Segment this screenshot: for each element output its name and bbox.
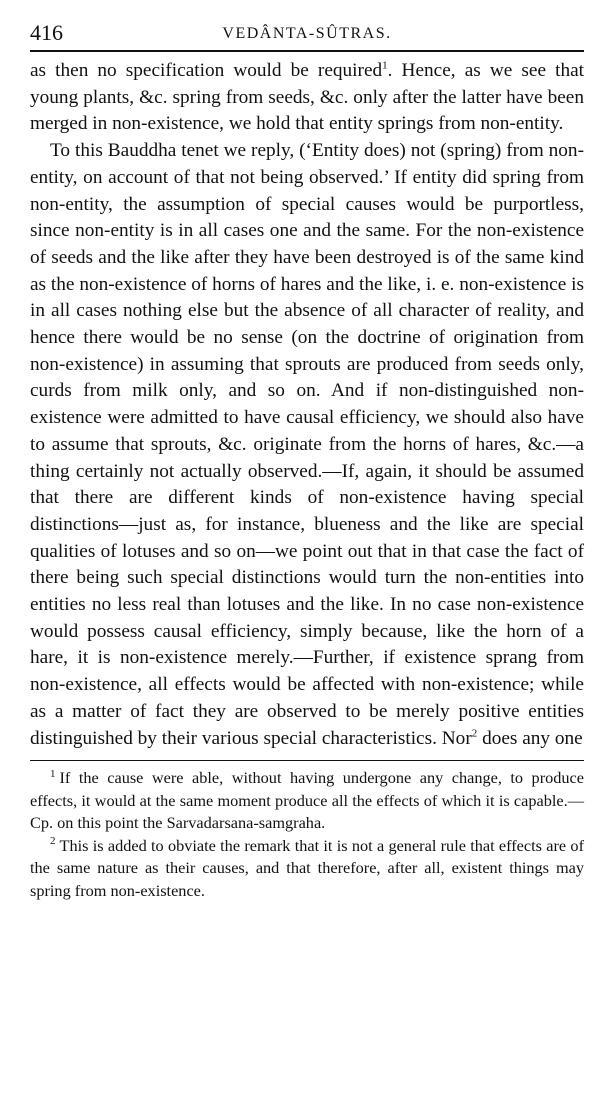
body-text [30, 58, 584, 752]
footnote-2-text: This is added to obviate the remark that it is not a general rule that effects are of the same nature as their causes, and that therefore, after all, existent things may spring from non-existence. [30, 835, 584, 900]
footnote-1-text: If the cause were able, without having undergone any change, to produce effects, it would at the same moment produce all the effects of which it is capable.—Cp. on this point the Sarvadarsana-samgraha. [30, 768, 584, 833]
running-header [30, 20, 584, 52]
footnote-2 [30, 835, 584, 903]
paragraph-1 [30, 58, 584, 138]
paragraph-2 [30, 138, 584, 752]
footnote-ref-2: 2 [471, 727, 478, 740]
running-title: VEDÂNTA-SÛTRAS. [222, 25, 392, 42]
footnote-1 [30, 767, 584, 835]
page-number: 416 [30, 20, 63, 45]
paragraph-1-text-start: as then no specification would be required [30, 60, 383, 81]
paragraph-2-text-start: To this Bauddha tenet we reply, (‘Entity does) not (spring) from non-entity, on account of that not being observed.’ If entity did spring from non-entity, the assumption of special causes would be purportless, since non-entity is in all cases one and the same. For the non-existence of seeds and the like after they have been destroyed is of the same kind as the non-existence of horns of hares and the like, i. e. non-existence is in all cases nothing else but the absence of all character of reality, and hence there would be no sense (on the doctrine of origination from non-existence) in assuming that sprouts are produced from seeds only, curds from milk only, and so on. And if non-distinguished non-existence were admitted to have causal efficiency, we should also have to assume that sprouts, &c. originate from the horns of hares, &c.—a thing certainly not actually observed.—If, again, it should be assumed that there are different kinds of non-existence having special distinctions—just as, for instance, blueness and the like are special qualities of lotuses and so on—we point out that in that case the fact of there being such special distinctions would turn the non-entities into entities no less real than lotuses and the like. In no case non-existence would possess causal efficiency, simply because, like the horn of a hare, it is non-existence merely.—Further, if existence sprang from non-existence, all effects would be affected with non-existence; while as a matter of fact they are observed to be merely positive entities distinguished by their various special characteristics. Nor [30, 140, 584, 749]
footnotes [30, 767, 584, 902]
footnote-ref-1: 1 [382, 59, 388, 72]
footnote-2-marker: 2 [50, 835, 56, 848]
paragraph-1-text-end: . Hence, as we see that young plants, &c. spring from seeds, &c. only after the latter have been merged in non-existence, we hold that entity springs from non-entity. [30, 60, 584, 135]
paragraph-2-text-end: does any one [477, 727, 583, 749]
footnote-divider [30, 760, 584, 761]
footnote-1-marker: 1 [50, 767, 56, 780]
